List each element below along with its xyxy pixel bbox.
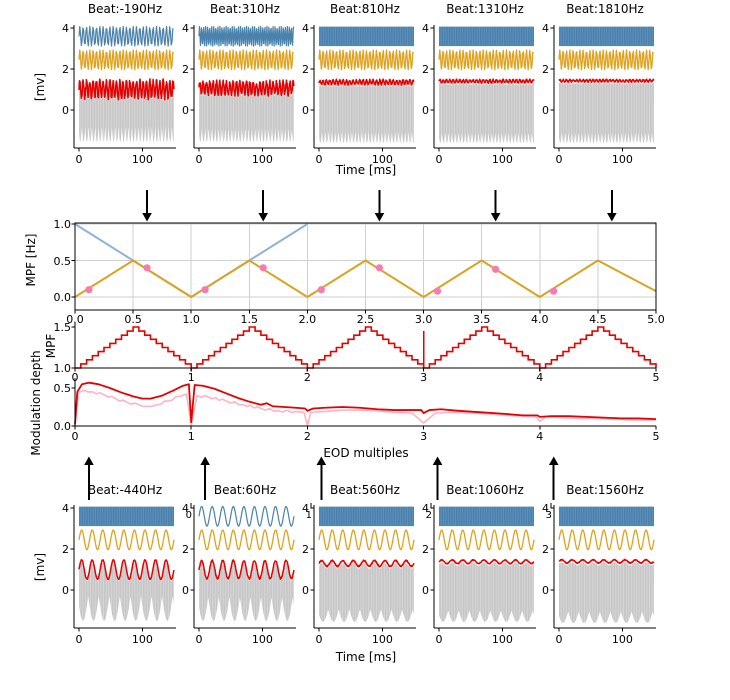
mpf-pink-dot <box>318 286 325 293</box>
mini-ytick-label: 0 <box>542 104 549 118</box>
up-arrow-head <box>549 457 559 466</box>
mini-xtick-label: 0 <box>75 153 83 166</box>
clipped-tick-label <box>353 313 379 326</box>
mpf-xtick-label: 3.0 <box>414 313 433 326</box>
blue-carrier-band <box>439 27 534 46</box>
blue-carrier-band <box>319 27 414 46</box>
mini-ytick-label: 4 <box>542 502 549 516</box>
top-subplot-title-3: Beat:810Hz <box>330 2 400 16</box>
orange-mpf-wave <box>559 50 654 70</box>
gray-signal-band <box>439 82 534 143</box>
steps-plot-ylabel: MPF <box>44 333 58 359</box>
mini-ytick-label: 4 <box>62 502 69 516</box>
blue-carrier-band <box>79 507 174 526</box>
orange-mpf-wave <box>559 530 654 549</box>
blue-carrier-band <box>319 507 414 526</box>
gray-signal-band <box>559 562 654 623</box>
mpf-plot-ylabel: MPF [Hz] <box>24 233 38 287</box>
mpf-xtick-label: 1.0 <box>182 313 200 326</box>
mpf-xtick-label: 5.0 <box>647 313 665 326</box>
mini-ytick-label: 0 <box>302 104 309 118</box>
clipped-tick-label <box>411 313 437 326</box>
orange-mpf-wave <box>79 530 174 549</box>
down-arrow-head <box>375 213 385 222</box>
mini-ytick-label: 2 <box>182 63 189 77</box>
depth-xtick-label: 0 <box>71 430 79 443</box>
depth-ytick-label: 0.0 <box>53 420 71 433</box>
mini-xtick-label: 100 <box>131 153 153 166</box>
mini-ytick-label: 0 <box>182 104 189 118</box>
depth-plot-xlabel: EOD multiples <box>323 446 409 460</box>
mini-ytick-label: 0 <box>422 104 429 118</box>
gray-signal-band <box>559 82 654 143</box>
top-subplot-title-5: Beat:1810Hz <box>566 2 644 16</box>
mini-xtick-label: 100 <box>371 153 393 166</box>
clipped-tick-label <box>181 371 201 384</box>
top-subplot-title-2: Beat:310Hz <box>210 2 280 16</box>
clipped-tick-label <box>236 313 262 326</box>
mini-ytick-label: 0 <box>62 104 69 118</box>
mpf-xtick-label: 2.0 <box>298 313 317 326</box>
mpf-pink-dot <box>202 286 209 293</box>
clipped-tick-label <box>469 313 495 326</box>
artifact-tick-label-1: 0 <box>185 510 192 521</box>
mini-ytick-label: 2 <box>62 63 69 77</box>
orange-mpf-wave <box>199 50 294 70</box>
mini-ytick-label: 2 <box>542 543 549 557</box>
artifact-tick-label-4: 3 <box>545 510 552 521</box>
depth-xtick-label: 2 <box>303 430 311 443</box>
mpf-xtick-label: 0.0 <box>66 313 84 326</box>
clipped-tick-label <box>294 313 320 326</box>
mini-ytick-label: 2 <box>542 63 549 77</box>
mini-ytick-label: 2 <box>302 543 309 557</box>
depth-plot-ylabel: Modulation depth <box>29 350 43 456</box>
mpf-xtick-label: 4.0 <box>531 313 549 326</box>
mini-ytick-label: 0 <box>542 584 549 598</box>
mini-xtick-label: 0 <box>555 633 563 646</box>
blue-carrier-band <box>439 507 534 526</box>
up-arrow-head <box>200 457 210 466</box>
artifact-tick-label-2: 1 <box>305 510 312 521</box>
mini-ytick-label: 2 <box>422 543 429 557</box>
steps-ytick-label: 1.0 <box>53 362 71 375</box>
depth-xtick-label: 4 <box>536 430 544 443</box>
mini-ytick-label: 4 <box>542 22 549 36</box>
mpf-xtick-label: 2.5 <box>356 313 375 326</box>
depth-xtick-label: 1 <box>187 430 195 443</box>
mini-xtick-label: 0 <box>75 633 83 646</box>
mini-ytick-label: 0 <box>302 584 309 598</box>
mini-ytick-label: 4 <box>182 502 189 516</box>
blue-carrier-band <box>559 27 654 46</box>
mini-xtick-label: 100 <box>251 633 273 646</box>
mini-ytick-label: 4 <box>302 502 309 516</box>
gray-signal-band <box>439 562 534 622</box>
mini-ytick-label: 4 <box>302 22 309 36</box>
mini-ytick-label: 0 <box>182 584 189 598</box>
orange-mpf-wave <box>439 50 534 70</box>
mini-xtick-label: 0 <box>315 153 323 166</box>
mpf-xtick-label: 3.5 <box>472 313 491 326</box>
mini-xtick-label: 0 <box>315 633 323 646</box>
depth-ytick-label: 0.5 <box>53 382 71 395</box>
mpf-pink-dot <box>143 264 150 271</box>
bottom-row-ylabel: [mv] <box>33 552 47 582</box>
artifact-tick-label-3: 2 <box>425 510 432 521</box>
mpf-pink-dot <box>85 286 92 293</box>
mini-ytick-label: 2 <box>302 63 309 77</box>
mini-ytick-label: 4 <box>422 502 429 516</box>
clipped-tick-label <box>120 313 146 326</box>
bottom-subplot-title-3: Beat:560Hz <box>330 483 400 497</box>
mini-ytick-label: 4 <box>422 22 429 36</box>
top-row-xlabel: Time [ms] <box>335 163 397 177</box>
mini-ytick-label: 4 <box>182 22 189 36</box>
gray-signal-band <box>319 82 414 143</box>
mini-xtick-label: 0 <box>195 633 203 646</box>
mini-ytick-label: 4 <box>62 22 69 36</box>
bottom-row-xlabel: Time [ms] <box>335 650 397 664</box>
clipped-tick-label <box>414 371 434 384</box>
depth-xtick-label: 3 <box>420 430 428 443</box>
up-arrow-head <box>84 457 94 466</box>
clipped-tick-label <box>178 313 204 326</box>
mini-xtick-label: 0 <box>435 633 443 646</box>
blue-beat-wave <box>199 26 294 46</box>
mpf-xtick-label: 1.5 <box>240 313 259 326</box>
steps-xtick-label: 0 <box>71 371 79 384</box>
mini-xtick-label: 100 <box>611 633 633 646</box>
clipped-tick-label <box>297 371 317 384</box>
clipped-tick-label <box>643 313 669 326</box>
top-subplot-title-4: Beat:1310Hz <box>446 2 524 16</box>
mpf-pink-dot <box>434 288 441 295</box>
gray-signal-band <box>79 83 174 141</box>
mpf-pink-dot <box>260 264 267 271</box>
down-arrow-head <box>607 213 617 222</box>
blue-carrier-band <box>559 507 654 526</box>
mini-xtick-label: 0 <box>435 153 443 166</box>
mpf-staircase-line <box>75 327 656 368</box>
mpf-pink-dot <box>492 266 499 273</box>
bottom-subplot-title-2: Beat:60Hz <box>213 483 277 497</box>
orange-mpf-wave <box>439 530 534 549</box>
gray-signal-band <box>319 563 414 622</box>
steps-xtick-label: 4 <box>536 371 544 384</box>
mini-xtick-label: 100 <box>371 633 393 646</box>
top-subplot-title-1: Beat:-190Hz <box>87 2 163 16</box>
mini-xtick-label: 100 <box>611 153 633 166</box>
orange-mpf-wave <box>319 50 414 70</box>
bottom-subplot-title-4: Beat:1060Hz <box>446 483 524 497</box>
red-envelope-wave <box>559 79 654 82</box>
mini-ytick-label: 0 <box>422 584 429 598</box>
steps-xtick-label: 2 <box>303 371 311 384</box>
orange-mpf-wave <box>319 530 414 549</box>
mini-ytick-label: 2 <box>182 543 189 557</box>
bottom-subplot-title-5: Beat:1560Hz <box>566 483 644 497</box>
clipped-tick-label <box>585 313 611 326</box>
steps-xtick-label: 1 <box>187 371 195 384</box>
steps-xtick-label: 3 <box>420 371 428 384</box>
mini-xtick-label: 100 <box>491 633 513 646</box>
orange-mpf-wave <box>79 50 174 70</box>
mini-ytick-label: 0 <box>62 584 69 598</box>
mpf-xtick-label: 4.5 <box>589 313 607 326</box>
depth-xtick-label: 5 <box>652 430 660 443</box>
clipped-tick-label <box>62 313 88 326</box>
bottom-subplot-title-1: Beat:-440Hz <box>87 483 163 497</box>
mini-xtick-label: 0 <box>555 153 563 166</box>
clipped-tick-label <box>530 371 550 384</box>
down-arrow-head <box>258 213 268 222</box>
clipped-tick-label <box>646 372 666 384</box>
down-arrow-head <box>491 213 501 222</box>
mpf-pink-dot <box>376 264 383 271</box>
steps-xtick-label: 5 <box>652 371 660 384</box>
orange-mpf-wave <box>199 530 294 549</box>
blue-beat-wave <box>79 26 174 46</box>
mini-ytick-label: 2 <box>422 63 429 77</box>
clipped-tick-label <box>527 313 553 326</box>
mpf-ytick-label: 1.0 <box>53 218 71 231</box>
mpf-xtick-label: 0.5 <box>124 313 142 326</box>
blue-beat-wave <box>199 507 294 526</box>
gray-signal-band <box>199 84 294 142</box>
mpf-ytick-label: 0.0 <box>53 291 71 304</box>
mini-xtick-label: 100 <box>491 153 513 166</box>
mpf-pink-dot <box>550 288 557 295</box>
steps-ytick-label: 1.5 <box>53 321 71 334</box>
top-row-ylabel: [mv] <box>33 72 47 102</box>
mini-xtick-label: 100 <box>131 633 153 646</box>
mini-xtick-label: 0 <box>195 153 203 166</box>
mpf-ytick-label: 0.5 <box>53 254 71 268</box>
mini-xtick-label: 100 <box>251 153 273 166</box>
down-arrow-head <box>142 213 152 222</box>
mini-ytick-label: 2 <box>62 543 69 557</box>
